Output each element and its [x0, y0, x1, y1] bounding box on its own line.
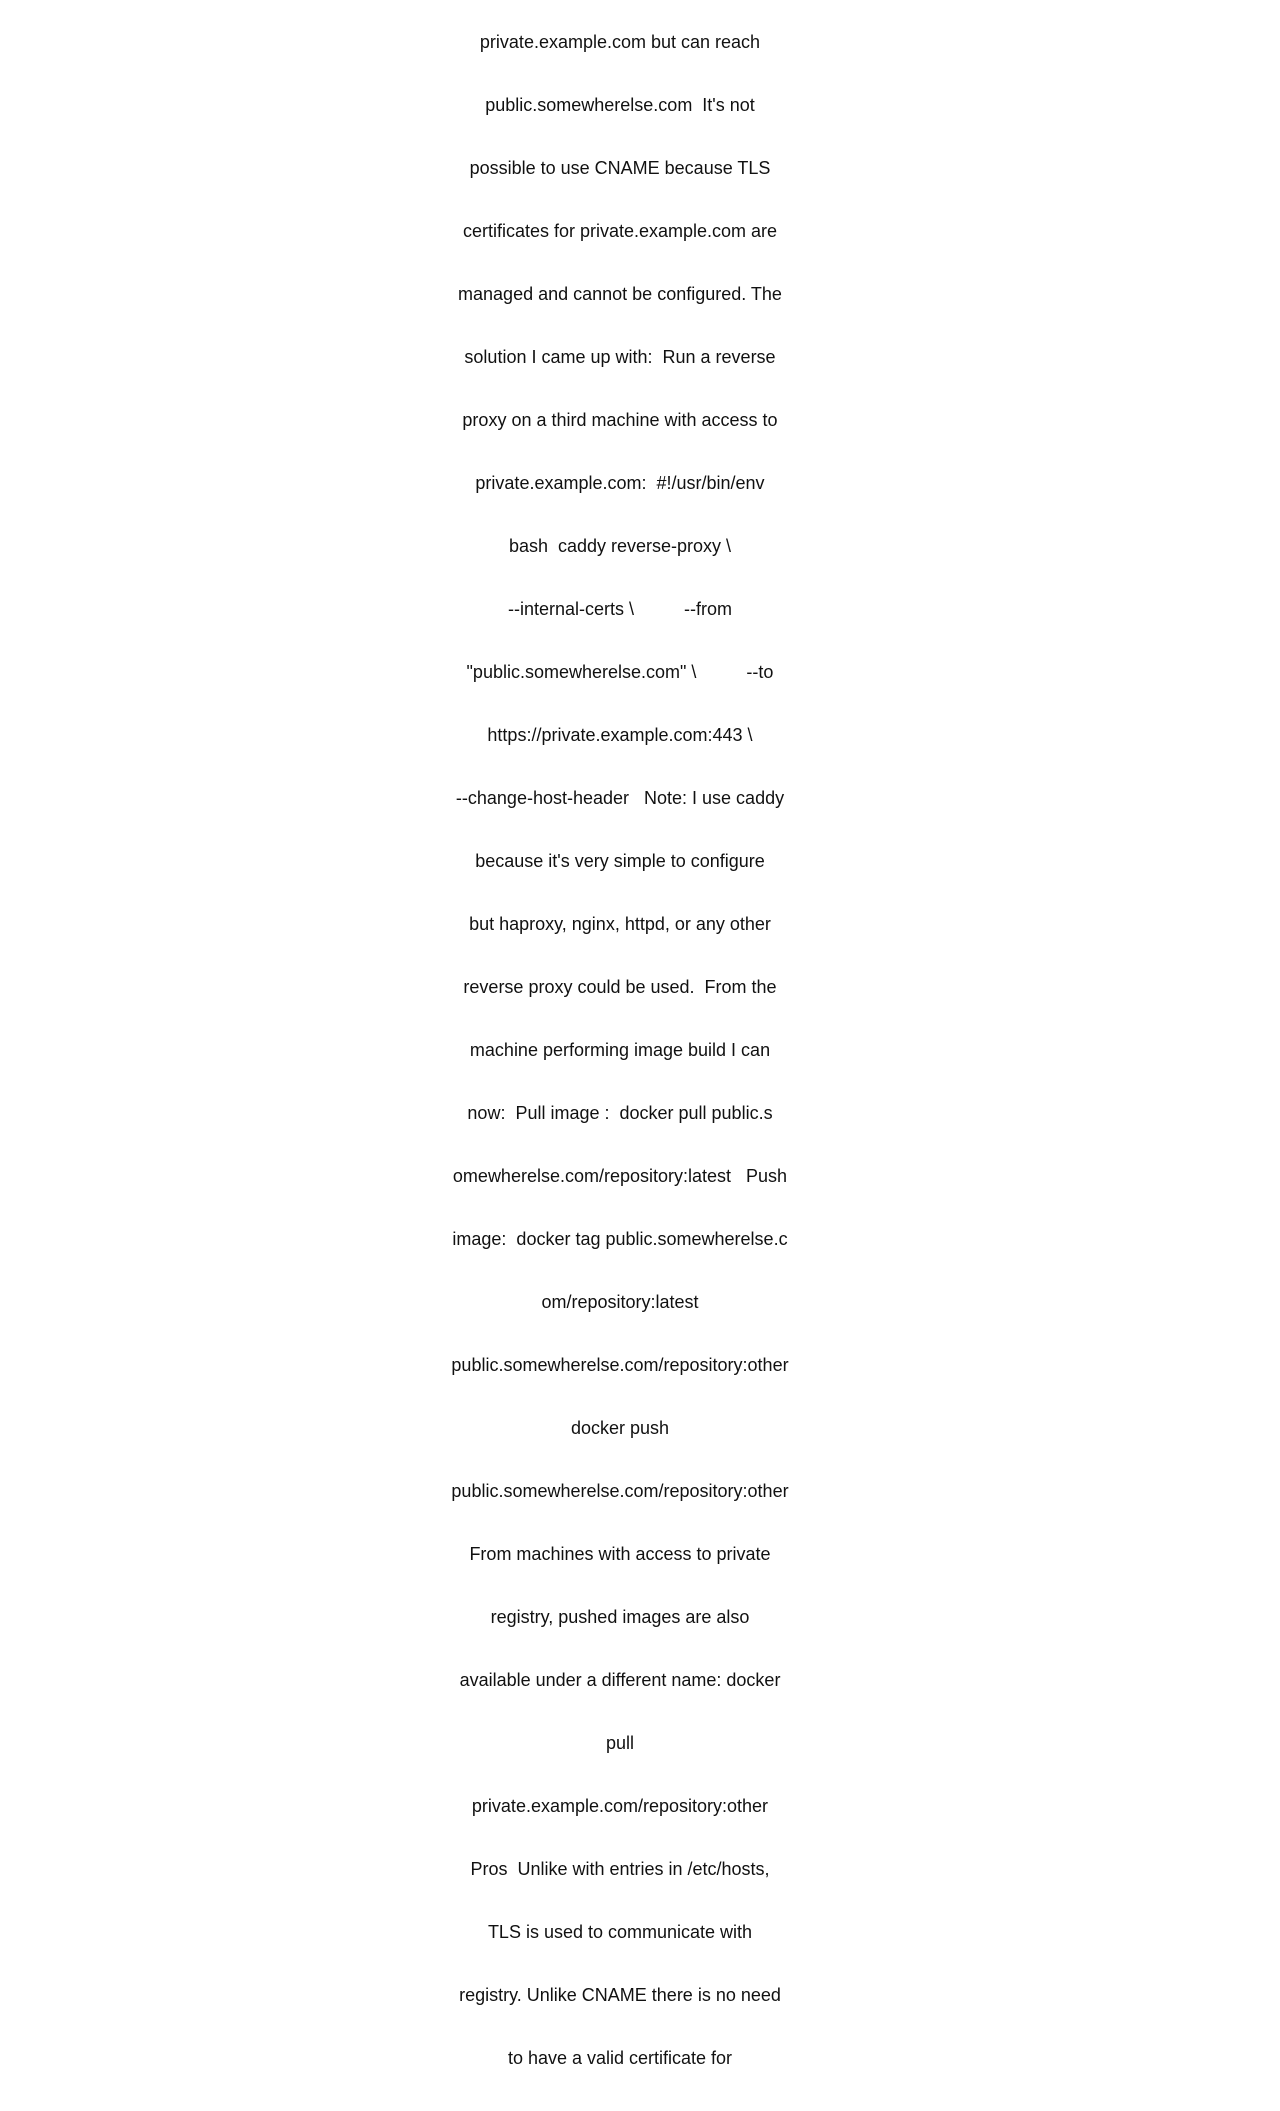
answer-text-line: "public.somewherelse.com" \ --to: [466, 662, 774, 682]
answer-text-line: available under a different name: docker: [459, 1670, 781, 1690]
answer-text-line: --internal-certs \ --from: [507, 599, 733, 619]
answer-text-line: pull: [605, 1733, 635, 1753]
answer-text-line: omewherelse.com/repository:latest Push: [452, 1166, 788, 1186]
answer-text-line: om/repository:latest: [541, 1292, 699, 1312]
answer-text-line: public.somewherelse.com/repository:other: [451, 1481, 789, 1501]
answer-text-line: registry. Unlike CNAME there is no need: [459, 1985, 781, 2005]
answer-text-line: proxy on a third machine with access to: [462, 410, 778, 430]
answer-text-line: managed and cannot be configured. The: [458, 284, 782, 304]
answer-text-line: possible to use CNAME because TLS: [469, 158, 771, 178]
answer-text-line: private.example.com: #!/usr/bin/env: [475, 473, 765, 493]
answer-text-line: now: Pull image : docker pull public.s: [467, 1103, 773, 1123]
answer-text-line: to have a valid certificate for: [507, 2048, 733, 2068]
answer-text-column: [450, 0, 790, 2111]
answer-text-line: docker push: [570, 1418, 670, 1438]
answer-text-line: From machines with access to private: [469, 1544, 771, 1564]
answer-text-line: because it's very simple to configure: [475, 851, 765, 871]
answer-text-line: certificates for private.example.com are: [462, 221, 778, 241]
answer-text-line: but haproxy, nginx, httpd, or any other: [469, 914, 771, 934]
answer-text-line: machine performing image build I can: [469, 1040, 771, 1060]
answer-text-line: public.somewherelse.com/repository:other: [451, 1355, 789, 1375]
answer-text-line: --change-host-header Note: I use caddy: [455, 788, 785, 808]
answer-text-line: Pros Unlike with entries in /etc/hosts,: [470, 1859, 770, 1879]
answer-text-line: private.example.com/repository:other: [471, 1796, 769, 1816]
answer-text-line: TLS is used to communicate with: [487, 1922, 753, 1942]
answer-text-line: image: docker tag public.somewherelse.c: [452, 1229, 788, 1249]
answer-text-line: public.somewherelse.com It's not: [485, 95, 755, 115]
answer-text-line: solution I came up with: Run a reverse: [464, 347, 776, 367]
answer-text-line: bash caddy reverse-proxy \: [508, 536, 732, 556]
answer-text-line: https://private.example.com:443 \: [487, 725, 753, 745]
answer-text-line: reverse proxy could be used. From the: [463, 977, 777, 997]
answer-text-line: private.example.com but can reach: [479, 32, 761, 52]
answer-text-line: registry, pushed images are also: [490, 1607, 750, 1627]
